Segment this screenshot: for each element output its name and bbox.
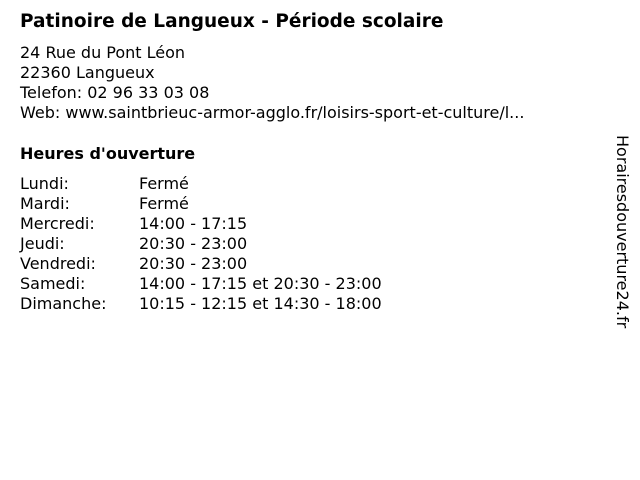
hours-day: Vendredi: [20, 254, 96, 273]
brand-text: Horairesdouverture24.fr [613, 135, 632, 329]
hours-time: 20:30 - 23:00 [139, 234, 248, 253]
hours-day: Mercredi: [20, 214, 95, 233]
hours-row-friday [20, 254, 382, 274]
hours-time: Fermé [139, 174, 189, 193]
hours-row-tuesday [20, 194, 382, 214]
hours-day: Dimanche: [20, 294, 107, 313]
website-link[interactable]: Web: www.saintbrieuc-armor-agglo.fr/loisirs-sport-et-culture/l... [20, 103, 525, 122]
brand-watermark [612, 135, 632, 345]
address-block [20, 43, 524, 123]
opening-hours-heading: Heures d'ouverture [20, 144, 196, 163]
hours-time: Fermé [139, 194, 189, 213]
hours-day: Samedi: [20, 274, 86, 293]
phone-number[interactable]: Telefon: 02 96 33 03 08 [20, 83, 210, 102]
hours-day: Mardi: [20, 194, 70, 213]
hours-day: Jeudi: [20, 234, 65, 253]
page-title: Patinoire de Langueux - Période scolaire [20, 11, 444, 32]
hours-row-wednesday [20, 214, 382, 234]
hours-time: 14:00 - 17:15 [139, 214, 248, 233]
hours-row-thursday [20, 234, 382, 254]
hours-time: 20:30 - 23:00 [139, 254, 248, 273]
hours-time: 10:15 - 12:15 et 14:30 - 18:00 [139, 294, 382, 313]
hours-row-saturday [20, 274, 382, 294]
opening-hours-table [20, 174, 382, 314]
hours-day: Lundi: [20, 174, 69, 193]
city-postcode: 22360 Langueux [20, 63, 155, 82]
hours-row-monday [20, 174, 382, 194]
hours-row-sunday [20, 294, 382, 314]
hours-time: 14:00 - 17:15 et 20:30 - 23:00 [139, 274, 382, 293]
street-address: 24 Rue du Pont Léon [20, 43, 186, 62]
